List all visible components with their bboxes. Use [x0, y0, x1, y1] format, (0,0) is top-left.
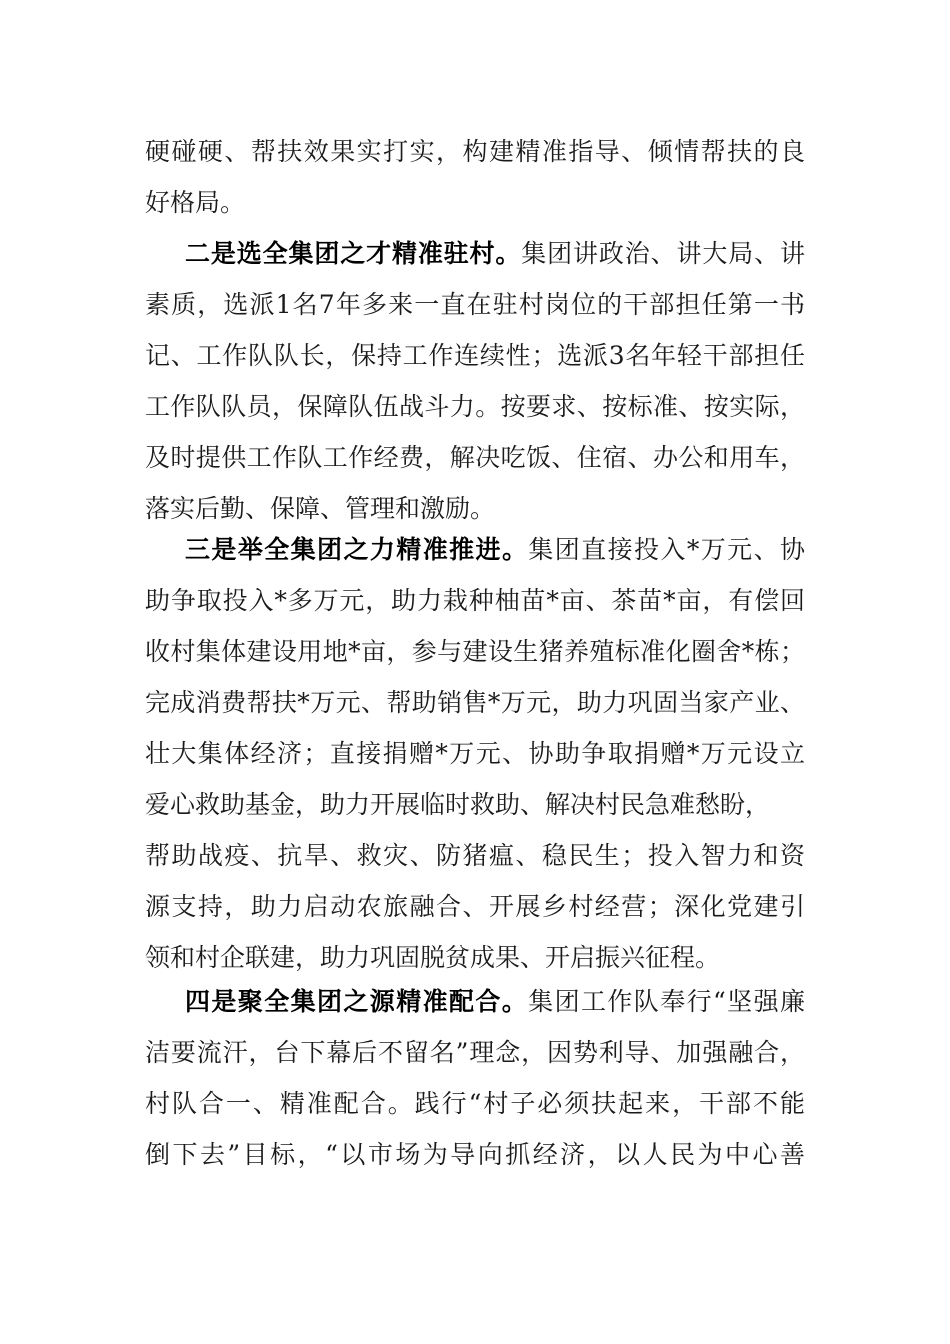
- paragraph-line: 帮助战疫、抗旱、救灾、防猪瘟、稳民生；投入智力和资: [145, 841, 805, 870]
- paragraph-heading: 二是选全集团之才精准驻村。: [185, 239, 522, 268]
- paragraph-line: 村队合一、精准配合。践行“村子必须扶起来，干部不能: [145, 1089, 805, 1118]
- paragraph-line: 素质，选派1名7年多来一直在驻村岗位的干部担任第一书: [145, 290, 805, 319]
- paragraph-line: 及时提供工作队工作经费，解决吃饭、住宿、办公和用车，: [145, 443, 805, 472]
- paragraph-line: 爱心救助基金，助力开展临时救助、解决村民急难愁盼，: [145, 790, 771, 819]
- paragraph-line: 领和村企联建，助力巩固脱贫成果、开启振兴征程。: [145, 943, 721, 972]
- paragraph-line: 倒下去”目标，“以市场为导向抓经济，以人民为中心善: [145, 1140, 805, 1169]
- paragraph-first-line-text: 集团工作队奉行“坚强廉: [528, 987, 805, 1016]
- paragraph-line: 好格局。: [145, 188, 246, 217]
- paragraph-line: 完成消费帮扶*万元、帮助销售*万元，助力巩固当家产业、: [145, 688, 805, 717]
- paragraph-first-line: [145, 228, 805, 279]
- paragraph-heading: 三是举全集团之力精准推进。: [185, 535, 529, 564]
- paragraph-two: [145, 228, 805, 534]
- paragraph-line: 工作队队员，保障队伍战斗力。按要求、按标准、按实际，: [145, 392, 805, 421]
- paragraph-first-line-text: 集团直接投入*万元、协: [528, 535, 805, 564]
- paragraph-line: 壮大集体经济；直接捐赠*万元、协助争取捐赠*万元设立: [145, 739, 805, 768]
- paragraph-line: 助争取投入*多万元，助力栽种柚苗*亩、茶苗*亩，有偿回: [145, 586, 805, 615]
- paragraph-heading: 四是聚全集团之源精准配合。: [185, 987, 529, 1016]
- paragraph-line: 收村集体建设用地*亩，参与建设生猪养殖标准化圈舍*栋；: [145, 637, 805, 666]
- paragraph-line: 硬碰硬、帮扶效果实打实，构建精准指导、倾情帮扶的良: [145, 137, 805, 166]
- paragraph-line: 落实后勤、保障、管理和激励。: [145, 494, 496, 523]
- paragraph-first-line-text: 集团讲政治、讲大局、讲: [521, 239, 805, 268]
- paragraph-first-line: [145, 976, 805, 1027]
- paragraph-first-line: [145, 524, 805, 575]
- paragraph-line: 记、工作队队长，保持工作连续性；选派3名年轻干部担任: [145, 341, 805, 370]
- paragraph-four: [145, 976, 805, 1180]
- paragraph-line: 源支持，助力启动农旅融合、开展乡村经营；深化党建引: [145, 892, 805, 921]
- paragraph-continuation: [145, 126, 805, 228]
- paragraph-line: 洁要流汗，台下幕后不留名”理念，因势利导、加强融合，: [145, 1038, 805, 1067]
- paragraph-three: [145, 524, 805, 983]
